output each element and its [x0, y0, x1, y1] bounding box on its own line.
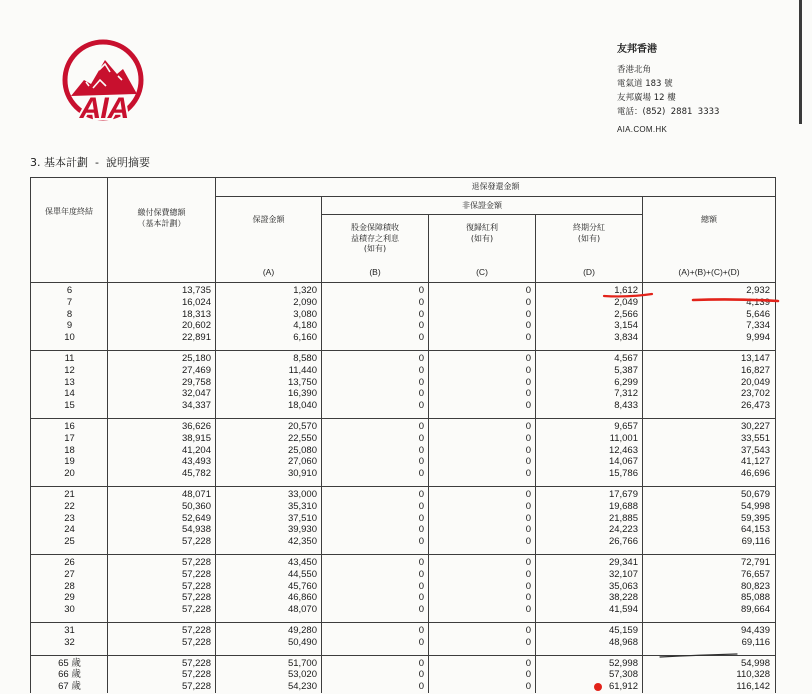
col-b-cell: 0 [418, 681, 424, 693]
total-cell: 4,139 [746, 296, 770, 308]
row-group [31, 418, 775, 486]
col-c-cell: 0 [525, 556, 531, 568]
year-cell: 29 [64, 592, 75, 604]
col-c-cell: 0 [525, 456, 531, 468]
premium-cell: 41,204 [181, 444, 211, 456]
year-cell: 16 [64, 420, 75, 432]
col-c-cell: 0 [525, 580, 531, 592]
table-row [31, 388, 775, 400]
guaranteed-cell: 11,440 [288, 364, 317, 376]
premium-cell: 57,228 [181, 556, 211, 568]
total-cell: 64,153 [740, 524, 770, 536]
guaranteed-cell: 6,160 [293, 332, 317, 344]
address-line: 香港北角 [617, 65, 652, 75]
total-cell: 7,334 [746, 320, 770, 332]
premium-cell: 57,228 [181, 604, 211, 616]
premium-cell: 57,228 [181, 568, 211, 580]
col-d-cell: 35,063 [608, 580, 638, 592]
table-row [31, 456, 775, 468]
table-row [31, 604, 775, 616]
col-c-cell: 0 [525, 444, 531, 456]
guaranteed-cell: 37,510 [287, 512, 317, 524]
col-b-cell: 0 [418, 500, 424, 512]
col-b-cell: 0 [418, 444, 424, 456]
col-d-cell: 32,107 [608, 568, 638, 580]
year-cell: 65 歲 [58, 657, 81, 669]
col-b-cell: 0 [418, 536, 424, 548]
guaranteed-cell: 49,280 [287, 624, 317, 636]
total-cell: 54,998 [740, 657, 770, 669]
table-body [31, 283, 775, 693]
year-cell: 18 [64, 444, 75, 456]
total-cell: 94,439 [740, 624, 770, 636]
header-col-b [322, 215, 429, 282]
col-d-cell: 26,766 [608, 536, 638, 548]
col-b-cell: 0 [418, 332, 424, 344]
guaranteed-cell: 45,760 [287, 580, 317, 592]
col-d-cell: 1,612 [614, 285, 638, 296]
premium-cell: 54,938 [181, 524, 211, 536]
col-b-cell: 0 [418, 636, 424, 648]
col-c-cell: 0 [525, 468, 531, 480]
header-col-d [536, 215, 643, 282]
col-c-cell: 0 [525, 388, 531, 400]
column-divider [428, 283, 429, 693]
column-divider [215, 283, 216, 693]
header-col-c [429, 215, 536, 282]
year-cell: 7 [66, 296, 73, 308]
col-c-cell: 0 [525, 657, 531, 669]
col-b-cell: 0 [418, 524, 424, 536]
col-b-cell: 0 [418, 624, 424, 636]
premium-cell: 34,337 [181, 400, 211, 412]
guaranteed-cell: 13,750 [287, 376, 317, 388]
col-c-cell: 0 [525, 512, 531, 524]
table-row [31, 285, 775, 297]
col-b-cell: 0 [418, 308, 424, 320]
table-row [31, 353, 775, 365]
year-cell: 13 [64, 376, 75, 388]
year-cell: 17 [64, 432, 75, 444]
guaranteed-cell: 43,450 [287, 556, 317, 568]
col-b-cell: 0 [418, 420, 424, 432]
total-cell: 76,657 [740, 568, 770, 580]
column-divider [321, 283, 322, 693]
premium-cell: 45,782 [181, 468, 211, 480]
total-cell: 69,116 [741, 536, 770, 548]
header-label: 保證金額 [252, 215, 285, 224]
total-cell: 54,998 [740, 500, 770, 512]
guaranteed-cell: 1,320 [293, 285, 317, 296]
premium-cell: 52,649 [181, 512, 211, 524]
table-row [31, 309, 775, 321]
col-b-cell: 0 [418, 556, 424, 568]
table-row [31, 332, 775, 344]
total-cell: 80,823 [740, 580, 770, 592]
guaranteed-cell: 2,090 [293, 296, 317, 308]
col-b-cell: 0 [418, 364, 424, 376]
col-d-cell: 41,594 [608, 604, 638, 616]
premium-cell: 25,180 [181, 352, 211, 364]
col-b-cell: 0 [418, 376, 424, 388]
table-row [31, 297, 775, 309]
table-row [31, 400, 775, 412]
table-row [31, 524, 775, 536]
col-d-cell: 3,834 [614, 332, 638, 344]
header-policy-year-end [31, 178, 108, 282]
header-formula-label: (A)+(B)+(C)+(D) [678, 267, 740, 277]
col-b-cell: 0 [418, 352, 424, 364]
premium-cell: 57,228 [181, 624, 211, 636]
guaranteed-cell: 51,700 [287, 657, 317, 669]
year-cell: 25 [64, 536, 75, 548]
premium-cell: 38,915 [181, 432, 211, 444]
premium-cell: 43,493 [181, 456, 211, 468]
year-cell: 66 歲 [58, 669, 81, 681]
year-cell: 23 [64, 512, 75, 524]
col-b-cell: 0 [418, 512, 424, 524]
premium-cell: 48,071 [181, 488, 211, 500]
header-label: 退保發還金額 [471, 182, 520, 191]
column-divider [642, 283, 643, 693]
col-b-cell: 0 [418, 604, 424, 616]
table-row [31, 489, 775, 501]
col-d-cell: 48,968 [608, 636, 638, 648]
col-d-cell: 15,786 [608, 468, 638, 480]
col-d-cell: 11,001 [609, 432, 638, 444]
col-d-cell: 52,998 [608, 657, 638, 669]
header-label: (如有) [577, 233, 601, 243]
col-b-cell: 0 [418, 568, 424, 580]
year-cell: 24 [64, 524, 75, 536]
table-row [31, 681, 775, 693]
total-cell: 69,116 [741, 636, 770, 648]
section-title: 3. 基本計劃 - 說明摘要 [30, 156, 150, 169]
guaranteed-cell: 44,550 [287, 568, 317, 580]
header-label: 復歸紅利 [466, 223, 498, 232]
guaranteed-cell: 53,020 [287, 669, 317, 681]
total-cell: 33,551 [740, 432, 770, 444]
address-line: 友邦廣場 12 樓 [617, 93, 676, 103]
aia-logo [62, 36, 148, 126]
year-cell: 6 [66, 285, 73, 296]
table-row [31, 581, 775, 593]
col-d-cell: 2,566 [614, 308, 638, 320]
table-row [31, 501, 775, 513]
header-label: 繳付保費總額 [137, 208, 186, 217]
total-cell: 23,702 [740, 388, 770, 400]
header-formula-label: (C) [476, 267, 488, 277]
col-c-cell: 0 [525, 536, 531, 548]
col-d-cell: 4,567 [614, 352, 638, 364]
premium-cell: 57,228 [181, 681, 211, 693]
premium-cell: 57,228 [181, 636, 211, 648]
col-d-cell: 9,657 [614, 420, 638, 432]
year-cell: 11 [64, 352, 75, 364]
premium-cell: 57,228 [181, 536, 211, 548]
guaranteed-cell: 20,570 [287, 420, 317, 432]
year-cell: 26 [64, 556, 75, 568]
col-d-cell: 7,312 [614, 388, 638, 400]
table-row [31, 468, 775, 480]
total-cell: 85,088 [740, 592, 770, 604]
table-row [31, 658, 775, 670]
total-cell: 72,791 [740, 556, 770, 568]
col-d-cell: 29,341 [608, 556, 638, 568]
table-row [31, 557, 775, 569]
col-c-cell: 0 [525, 636, 531, 648]
col-b-cell: 0 [418, 657, 424, 669]
logo-wordmark: AIA [79, 92, 129, 125]
row-group [31, 283, 775, 350]
column-divider [107, 283, 108, 693]
row-group [31, 486, 775, 554]
table-row [31, 625, 775, 637]
col-d-cell: 6,299 [614, 376, 638, 388]
guaranteed-cell: 35,310 [287, 500, 317, 512]
year-cell: 10 [64, 332, 75, 344]
row-group [31, 554, 775, 622]
col-c-cell: 0 [525, 669, 531, 681]
total-cell: 2,932 [746, 285, 770, 296]
col-d-cell: 21,885 [608, 512, 638, 524]
company-address-block [617, 44, 719, 137]
total-cell: 5,646 [746, 308, 770, 320]
header-label: 總額 [701, 215, 717, 224]
year-cell: 67 歲 [58, 681, 81, 693]
col-c-cell: 0 [525, 308, 531, 320]
guaranteed-cell: 39,930 [287, 524, 317, 536]
header-label: 股金保障積收 [351, 223, 399, 232]
year-cell: 20 [64, 468, 75, 480]
premium-cell: 57,228 [181, 657, 211, 669]
col-d-cell: 24,223 [608, 524, 638, 536]
premium-cell: 20,602 [181, 320, 211, 332]
guaranteed-cell: 50,490 [287, 636, 317, 648]
total-cell: 89,664 [740, 604, 770, 616]
year-cell: 14 [64, 388, 75, 400]
col-d-cell: 19,688 [608, 500, 638, 512]
table-row [31, 592, 775, 604]
year-cell: 19 [64, 456, 75, 468]
illustration-table [30, 177, 776, 693]
year-cell: 31 [64, 624, 75, 636]
year-cell: 9 [66, 320, 73, 332]
col-d-cell: 14,067 [608, 456, 638, 468]
guaranteed-cell: 4,180 [293, 320, 317, 332]
row-group [31, 622, 775, 655]
col-c-cell: 0 [525, 320, 531, 332]
row-group [31, 350, 775, 418]
year-cell: 32 [64, 636, 75, 648]
table-row [31, 377, 775, 389]
col-b-cell: 0 [418, 432, 424, 444]
col-c-cell: 0 [525, 296, 531, 308]
col-d-cell: 2,049 [614, 296, 638, 308]
col-c-cell: 0 [525, 364, 531, 376]
premium-cell: 27,469 [181, 364, 211, 376]
total-cell: 110,328 [736, 669, 770, 681]
total-cell: 20,049 [740, 376, 770, 388]
header-label: (如有) [363, 244, 387, 253]
col-c-cell: 0 [525, 524, 531, 536]
table-row [31, 421, 775, 433]
col-c-cell: 0 [525, 500, 531, 512]
premium-cell: 29,758 [181, 376, 211, 388]
col-c-cell: 0 [525, 592, 531, 604]
website: AIA.COM.HK [617, 125, 668, 134]
header-non-guaranteed [322, 197, 643, 215]
header-formula-label: (A) [262, 267, 275, 277]
col-b-cell: 0 [418, 669, 424, 681]
total-cell: 59,395 [740, 512, 770, 524]
col-b-cell: 0 [418, 488, 424, 500]
guaranteed-cell: 27,060 [287, 456, 317, 468]
col-b-cell: 0 [418, 320, 424, 332]
guaranteed-cell: 42,350 [287, 536, 317, 548]
col-c-cell: 0 [525, 285, 531, 296]
col-b-cell: 0 [418, 592, 424, 604]
year-cell: 12 [64, 364, 75, 376]
table-row [31, 513, 775, 525]
header-label: 非保證金額 [462, 201, 502, 210]
col-c-cell: 0 [525, 568, 531, 580]
col-d-cell: 12,463 [608, 444, 638, 456]
col-c-cell: 0 [525, 604, 531, 616]
year-cell: 15 [64, 400, 75, 412]
col-c-cell: 0 [525, 420, 531, 432]
col-d-cell: 5,387 [614, 364, 638, 376]
col-c-cell: 0 [525, 681, 531, 693]
premium-cell: 18,313 [181, 308, 211, 320]
col-b-cell: 0 [418, 456, 424, 468]
col-d-cell: 38,228 [608, 592, 638, 604]
total-cell: 46,696 [740, 468, 770, 480]
header-formula-label: (B) [369, 267, 381, 277]
header-label: 益積存之利息 [351, 233, 399, 243]
col-c-cell: 0 [525, 624, 531, 636]
premium-cell: 22,891 [181, 332, 211, 344]
address-line: 電氣道 183 號 [617, 79, 673, 89]
table-row [31, 433, 775, 445]
table-row [31, 637, 775, 649]
header-label: 終期分紅 [573, 223, 605, 232]
premium-cell: 36,626 [181, 420, 211, 432]
total-cell: 41,127 [740, 456, 770, 468]
guaranteed-cell: 30,910 [287, 468, 317, 480]
guaranteed-cell: 3,080 [293, 308, 317, 320]
col-c-cell: 0 [525, 352, 531, 364]
total-cell: 26,473 [740, 400, 770, 412]
guaranteed-cell: 46,860 [287, 592, 317, 604]
header-formula-label: (D) [583, 267, 595, 277]
col-d-cell: 57,308 [608, 669, 638, 681]
table-row [31, 536, 775, 548]
header-guaranteed [216, 197, 322, 282]
total-cell: 13,147 [740, 352, 770, 364]
col-c-cell: 0 [525, 400, 531, 412]
premium-cell: 57,228 [181, 669, 211, 681]
year-cell: 8 [66, 308, 73, 320]
col-c-cell: 0 [525, 432, 531, 444]
year-cell: 27 [64, 568, 75, 580]
col-d-cell: 17,679 [608, 488, 638, 500]
table-row [31, 445, 775, 457]
total-cell: 116,142 [736, 681, 770, 693]
table-row [31, 320, 775, 332]
guaranteed-cell: 33,000 [287, 488, 317, 500]
row-group [31, 655, 775, 693]
guaranteed-cell: 16,390 [287, 388, 317, 400]
header-surrender-value [216, 178, 775, 197]
col-d-cell: 45,159 [608, 624, 638, 636]
header-total [643, 197, 775, 282]
column-divider [535, 283, 536, 693]
col-c-cell: 0 [525, 332, 531, 344]
company-name: 友邦香港 [617, 44, 657, 55]
col-c-cell: 0 [525, 488, 531, 500]
col-c-cell: 0 [525, 376, 531, 388]
col-b-cell: 0 [418, 580, 424, 592]
premium-cell: 57,228 [181, 592, 211, 604]
year-cell: 28 [64, 580, 75, 592]
col-b-cell: 0 [418, 400, 424, 412]
total-cell: 16,827 [740, 364, 770, 376]
col-b-cell: 0 [418, 296, 424, 308]
premium-cell: 57,228 [181, 580, 211, 592]
year-cell: 21 [64, 488, 75, 500]
header-label: (如有) [470, 233, 494, 243]
table-row [31, 365, 775, 377]
page-edge [799, 0, 802, 124]
premium-cell: 32,047 [181, 388, 211, 400]
guaranteed-cell: 25,080 [287, 444, 317, 456]
table-header [31, 178, 775, 283]
guaranteed-cell: 22,550 [287, 432, 317, 444]
premium-cell: 50,360 [181, 500, 211, 512]
year-cell: 30 [64, 604, 75, 616]
address-lines [617, 63, 719, 119]
table-row [31, 669, 775, 681]
premium-cell: 16,024 [181, 296, 211, 308]
premium-cell: 13,735 [181, 285, 211, 296]
col-b-cell: 0 [418, 468, 424, 480]
guaranteed-cell: 54,230 [287, 681, 317, 693]
total-cell: 37,543 [740, 444, 770, 456]
guaranteed-cell: 8,580 [293, 352, 317, 364]
phone-number: 電話：(852) 2881 3333 [617, 107, 720, 117]
total-cell: 9,994 [746, 332, 770, 344]
col-b-cell: 0 [418, 285, 424, 296]
col-d-cell: 8,433 [614, 400, 638, 412]
col-b-cell: 0 [418, 388, 424, 400]
total-cell: 50,679 [740, 488, 770, 500]
guaranteed-cell: 18,040 [287, 400, 317, 412]
col-d-cell: 3,154 [614, 320, 638, 332]
header-label: 保單年度終結 [45, 207, 93, 216]
guaranteed-cell: 48,070 [287, 604, 317, 616]
table-row [31, 569, 775, 581]
col-d-cell: 61,912 [608, 681, 638, 693]
total-cell: 30,227 [740, 420, 770, 432]
header-total-premium [108, 178, 216, 282]
header-label: （基本計劃） [137, 219, 186, 228]
year-cell: 22 [64, 500, 75, 512]
